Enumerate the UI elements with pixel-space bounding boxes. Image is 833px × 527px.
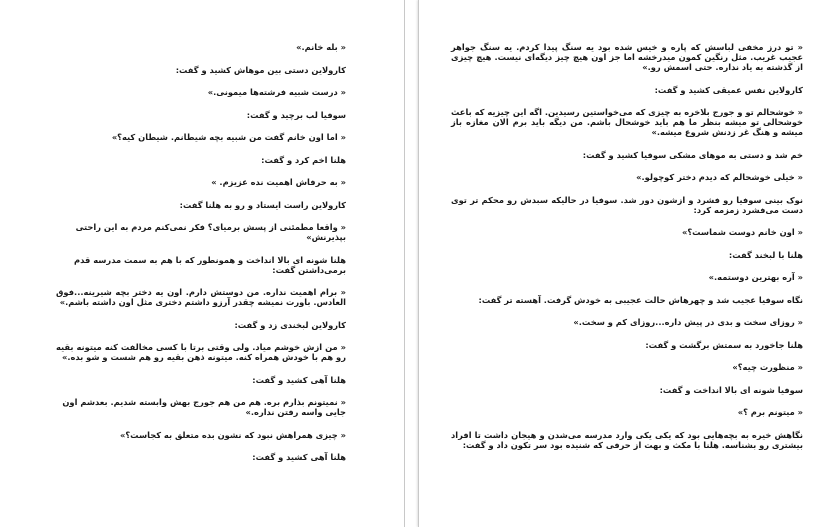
paragraph: « به حرفاش اهمیت نده عزیزم. » (211, 177, 346, 187)
page-left-text (56, 42, 346, 475)
paragraph: هلنا اخم کرد و گفت: (261, 154, 346, 165)
paragraph: « خیلی خوشحالم که دیدم دختر کوچولو.» (636, 172, 803, 182)
paragraph: « درست شبیه فرشته‌ها میمونی.» (207, 87, 346, 97)
paragraph: نوک بینی سوفیا رو فشرد و ازشون دور شد. سوفیا در حالیکه سبدش رو محکم تر توی دست می‌فشرد زمزمه کرد: (451, 194, 803, 215)
paragraph: هلنا آهی کشید و گفت: (252, 374, 346, 385)
paragraph: هلنا با لبخند گفت: (728, 249, 803, 260)
paragraph: « من ازش خوشم میاد. ولی وقتی برتا با کسی مخالفت کنه میتونه بقیه رو هم با خودش همراه کنه. میتونه ذهن بقیه رو هم شست و شو بده.» (56, 342, 346, 362)
paragraph: کارولاین نفس عمیقی کشید و گفت: (654, 84, 803, 95)
paragraph: « برام اهمیت نداره. من دوستش دارم. اون یه دختر بچه شیرینه...فوق العادس. باورت نمیشه چقدر آرزو داشتم دختری مثل اون داشته باشم.» (56, 287, 346, 307)
paragraph: « میتونم برم ؟» (737, 407, 803, 417)
paragraph: « منظورت چیه؟» (732, 362, 803, 372)
paragraph: نگاهش خیره به بچه‌هایی بود که یکی یکی وارد مدرسه می‌شدن و هیجان داشت تا افراد بیشتری رو بشناسه. هلنا با مکث و بهت از حرفی که شنیده بود سر تکون داد و گفت: (451, 429, 803, 450)
paragraph: هلنا شونه ای بالا انداخت و همونطور که با هم به سمت مدرسه قدم برمی‌داشتن گفت: (74, 254, 346, 275)
page-right (418, 0, 833, 527)
paragraph: خم شد و دستی به موهای مشکی سوفیا کشید و گفت: (582, 149, 803, 160)
paragraph: نگاه سوفیا عجیب شد و چهرهاش حالت عجیبی به خودش گرفت. آهسته تر گفت: (478, 294, 803, 305)
paragraph: کارولاین لبخندی زد و گفت: (234, 319, 346, 330)
paragraph: « تو درز مخفی لباسش که پاره و خیس شده بود یه سنگ پیدا کردم. یه سنگ جواهر عجیب غریب. مثل رنگین کمون میدرخشه اما جز اون هیچ چیز دیگه‌ای نیست. هیچ چیزی از گذشته به یاد نداره. حتی اسمش رو.» (451, 42, 803, 72)
paragraph: « روزای سخت و بدی در پیش داره...روزای کم و سخت.» (573, 317, 803, 327)
paragraph: « خوشحالم تو و جورج بلاخره به چیزی که می‌خواستین رسیدین. اگه این چیزیه که باعث خوشحالی تو میشه بنظر ما هم باید خوشحال باشم. من دیگه باید برم الان مغازه باز میشه و هنگ غر زدنش شروع میشه.» (451, 107, 803, 137)
paragraph: « چیزی همراهش نبود که نشون بده متعلق به کجاست؟» (119, 429, 346, 440)
paragraph: « آره بهترین دوستمه.» (708, 272, 803, 282)
paragraph: سوفیا لب برچید و گفت: (246, 109, 346, 120)
paragraph: « اما اون خانم گفت من شبیه بچه شیطانم. شیطان کیه؟» (111, 132, 346, 142)
page-gap (405, 0, 418, 527)
page-right-text (451, 42, 803, 462)
paragraph: هلنا جاخورد به سمتش برگشت و گفت: (645, 339, 803, 350)
page-left (0, 0, 405, 527)
paragraph: هلنا آهی کشید و گفت: (252, 452, 346, 462)
paragraph: « واقعا مطمئنی از پسش برمیای؟ فکر نمی‌کنم مردم به این راحتی بپذیرنش» (75, 222, 346, 242)
paragraph: کارولاین دستی بین موهاش کشید و گفت: (175, 64, 346, 75)
paragraph: سوفیا شونه ای بالا انداخت و گفت: (659, 384, 803, 395)
paragraph: « نمیتونم بذارم بره. هم من هم جورج بهش وابسته شدیم. بعدشم اون جایی واسه رفتن نداره.» (62, 397, 346, 417)
paragraph: « اون خانم دوست شماست؟» (681, 227, 803, 237)
paragraph: کارولاین راست ایستاد و رو به هلنا گفت: (179, 199, 346, 210)
paragraph: « بله خانم.» (296, 42, 346, 52)
